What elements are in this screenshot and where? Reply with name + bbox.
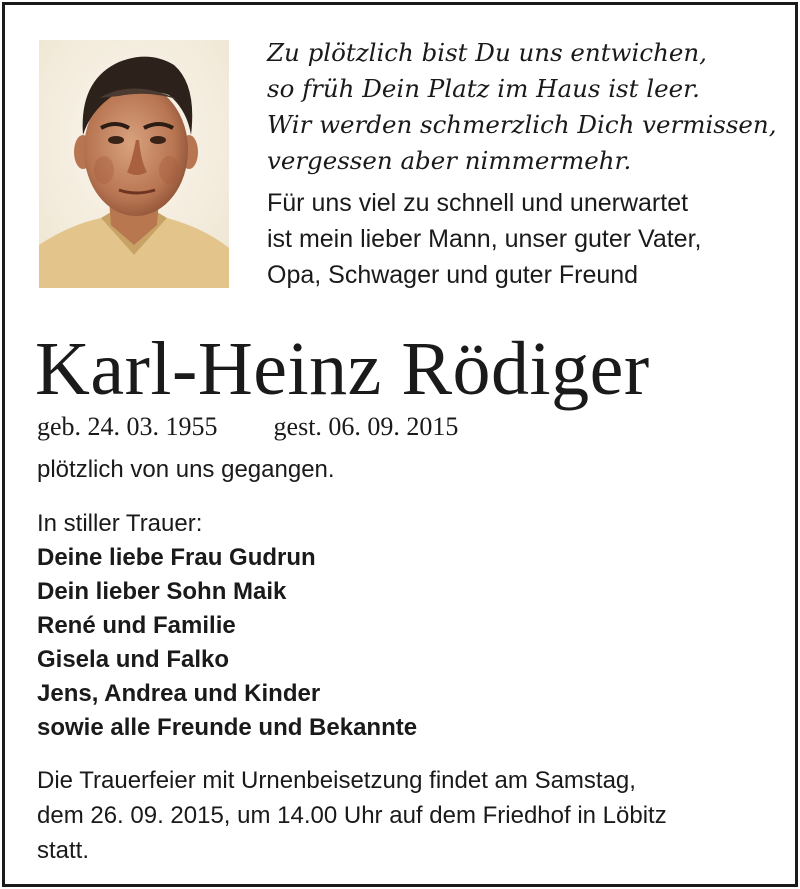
poem-line: Zu plötzlich bist Du uns entwichen,: [267, 38, 707, 67]
poem-line: vergessen aber nimmermehr.: [267, 146, 632, 175]
obituary-card: [2, 2, 798, 887]
ceremony-line: dem 26. 09. 2015, um 14.00 Uhr auf dem Friedhof in Löbitz: [37, 802, 667, 829]
mourner: sowie alle Freunde und Bekannte: [37, 714, 418, 741]
mourners-list: [37, 541, 417, 745]
portrait-image: [39, 40, 229, 288]
mourner: Dein lieber Sohn Maik: [37, 578, 287, 605]
intro-line: Opa, Schwager und guter Freund: [267, 261, 639, 289]
portrait-photo: [39, 40, 229, 288]
mourner: René und Familie: [37, 612, 236, 639]
deceased-name: Karl-Heinz Rödiger: [35, 327, 650, 411]
intro-line: Für uns viel zu schnell und unerwartet: [267, 189, 689, 217]
memorial-poem: [267, 35, 787, 179]
mourning-heading: In stiller Trauer:: [37, 510, 203, 537]
ceremony-line: Die Trauerfeier mit Urnenbeisetzung findet am Samstag,: [37, 767, 636, 794]
passed-line: plötzlich von uns gegangen.: [37, 456, 335, 483]
mourner: Gisela und Falko: [37, 646, 230, 673]
intro-line: ist mein lieber Mann, unser guter Vater,: [267, 225, 702, 253]
poem-line: so früh Dein Platz im Haus ist leer.: [267, 74, 700, 103]
poem-line: Wir werden schmerzlich Dich vermissen,: [267, 110, 777, 139]
life-dates: [37, 409, 458, 445]
ceremony-line: statt.: [37, 837, 90, 864]
mourner: Deine liebe Frau Gudrun: [37, 544, 316, 571]
birth-date: geb. 24. 03. 1955: [37, 412, 218, 441]
death-date: gest. 06. 09. 2015: [273, 412, 459, 441]
intro-text: [267, 185, 787, 293]
ceremony-notice: [37, 763, 777, 868]
mourner: Jens, Andrea und Kinder: [37, 680, 321, 707]
